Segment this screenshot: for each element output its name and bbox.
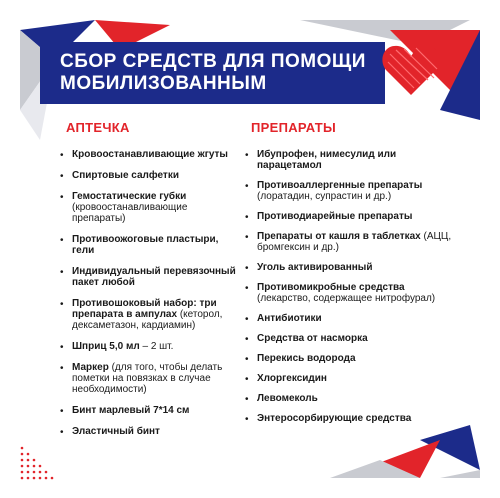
item-name: Антибиотики — [257, 313, 322, 324]
list-item — [60, 170, 240, 181]
list-item — [60, 362, 240, 395]
bullet-dot: • — [60, 363, 64, 374]
item-name: Шприц 5,0 мл — [72, 341, 140, 352]
list-item — [245, 393, 460, 404]
list-item — [245, 282, 460, 304]
decor-dot — [21, 471, 24, 474]
item-note: (кровоостанавливающие препараты) — [72, 202, 188, 224]
list-item — [245, 313, 460, 324]
bullet-dot: • — [245, 232, 249, 243]
list-item — [245, 373, 460, 384]
bullet-dot: • — [245, 263, 249, 274]
item-name: Противомикробные средства — [257, 282, 405, 293]
decor-dot — [45, 477, 48, 480]
item-name: Левомеколь — [257, 393, 318, 404]
bullet-dot: • — [245, 414, 249, 425]
decor-dot — [39, 477, 42, 480]
bullet-dot: • — [60, 267, 64, 278]
decor-dot — [27, 465, 30, 468]
list-item — [60, 234, 240, 256]
decor-dot — [27, 453, 30, 456]
list-item — [245, 180, 460, 202]
bullet-dot: • — [60, 235, 64, 246]
bullet-dot: • — [60, 427, 64, 438]
bullet-dot: • — [60, 171, 64, 182]
decor-dot — [51, 477, 54, 480]
item-name: Препараты от кашля в таблетках — [257, 231, 421, 242]
list-item — [60, 405, 240, 416]
page-title — [60, 51, 390, 95]
decor-dot — [21, 477, 24, 480]
decor-dot — [21, 459, 24, 462]
item-note: (кеторол, дексаметазон, кардиамин) — [72, 309, 223, 331]
item-name: Маркер — [72, 362, 109, 373]
decor-dot — [33, 459, 36, 462]
item-name: Противодиарейные препараты — [257, 211, 413, 222]
bullet-dot: • — [245, 354, 249, 365]
bottom-right-shard-grey-2 — [440, 470, 480, 478]
bullet-dot: • — [60, 342, 64, 353]
item-name: Ибупрофен, нимесулид или парацетамол — [257, 149, 397, 171]
list-item — [245, 333, 460, 344]
heart-icon — [380, 40, 442, 100]
list-item — [60, 191, 240, 224]
list-item — [60, 298, 240, 331]
decor-dot — [27, 459, 30, 462]
bullet-dot: • — [245, 283, 249, 294]
first-aid-column — [60, 120, 240, 447]
item-name: Энтеросорбирующие средства — [257, 413, 412, 424]
bullet-dot: • — [245, 374, 249, 385]
decor-dot — [45, 471, 48, 474]
bullet-dot: • — [60, 150, 64, 161]
decor-dot — [27, 477, 30, 480]
item-name: Эластичный бинт — [72, 426, 160, 437]
list-item — [60, 149, 240, 160]
list-item — [245, 353, 460, 364]
medicines-title: ПРЕПАРАТЫ — [251, 120, 337, 135]
list-item — [60, 341, 240, 352]
item-note: (АЦЦ, бромгексин и др.) — [257, 231, 452, 253]
bullet-dot: • — [245, 334, 249, 345]
decor-dot — [21, 447, 24, 450]
bullet-dot: • — [60, 299, 64, 310]
first-aid-list — [60, 149, 240, 437]
decor-dot — [33, 477, 36, 480]
bullet-dot: • — [245, 150, 249, 161]
item-name: Средства от насморка — [257, 333, 368, 344]
bullet-dot: • — [245, 212, 249, 223]
item-name: Кровоостанавливающие жгуты — [72, 149, 228, 160]
list-item — [245, 211, 460, 222]
decor-dot — [39, 465, 42, 468]
item-note: (лоратадин, супрастин и др.) — [257, 191, 392, 202]
item-note: (лекарство, содержащее нитрофурал) — [257, 293, 436, 304]
item-note: – 2 шт. — [142, 341, 174, 352]
item-name: Хлоргексидин — [257, 373, 327, 384]
list-item — [245, 262, 460, 273]
decor-dot — [39, 471, 42, 474]
medicines-list — [245, 149, 460, 424]
item-name: Гемостатические губки — [72, 191, 187, 202]
item-name: Спиртовые салфетки — [72, 170, 179, 181]
item-name: Индивидуальный перевязочный пакет любой — [72, 266, 236, 288]
item-name: Бинт марлевый 7*14 см — [72, 405, 190, 416]
list-item — [245, 149, 460, 171]
item-note: (для того, чтобы делать пометки на повязках в случае необходимости) — [72, 362, 223, 395]
bullet-dot: • — [245, 314, 249, 325]
decor-dot — [21, 465, 24, 468]
page-title-line1: СБОР СРЕДСТВ ДЛЯ ПОМОЩИ — [60, 51, 366, 72]
list-item — [245, 413, 460, 424]
decor-dot — [33, 471, 36, 474]
list-item — [60, 426, 240, 437]
bullet-dot: • — [60, 192, 64, 203]
bullet-dot: • — [245, 394, 249, 405]
item-name: Перекись водорода — [257, 353, 356, 364]
bullet-dot: • — [60, 406, 64, 417]
first-aid-title: АПТЕЧКА — [66, 120, 130, 135]
bullet-dot: • — [245, 181, 249, 192]
item-name: Противошоковый набор: три препарата в ампулах — [72, 298, 217, 320]
decor-dot — [33, 465, 36, 468]
item-name: Противоаллергенные препараты — [257, 180, 423, 191]
list-item — [60, 266, 240, 288]
item-name: Противоожоговые пластыри, гели — [72, 234, 219, 256]
list-item — [245, 231, 460, 253]
medicines-column — [245, 120, 460, 433]
decor-dot — [21, 453, 24, 456]
dot-pattern — [21, 447, 54, 480]
page-title-line2: МОБИЛИЗОВАННЫМ — [60, 73, 267, 94]
item-name: Уголь активированный — [257, 262, 373, 273]
decor-dot — [27, 471, 30, 474]
